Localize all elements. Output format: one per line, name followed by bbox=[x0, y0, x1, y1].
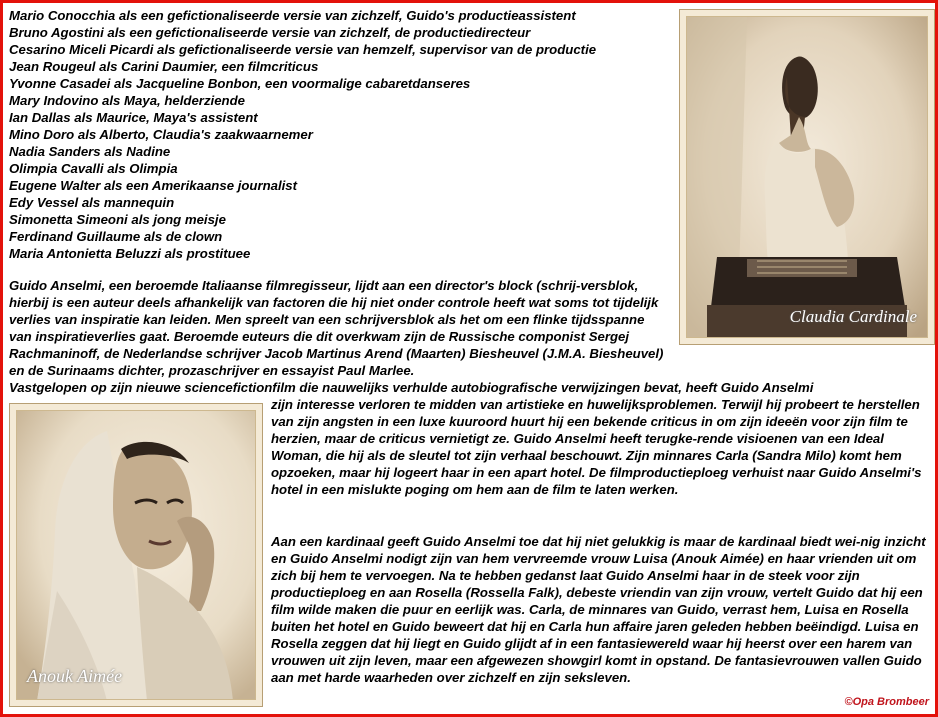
photo-image bbox=[686, 16, 928, 338]
plot-paragraph-3: Aan een kardinaal geeft Guido Anselmi toe dat hij niet gelukkig is maar de kardinaal biedt wei-nig inzicht en Guido Anselmi nodigt zijn van hem vervreemde vrouw Luisa (Anouk Aimée) en haar vrienden uit om zich bij hem te vervoegen. Na te hebben gedanst laat Guido Anselmi haar in de steek voor zijn productieploeg en aan Rosella (Rossella Falk), debeste vriendin van zijn vrouw, vertelt Guido dat hij een film wilde maken die puur en eerlijk was. Carla, de minnares van Guido, verrast hem, Luisa en Rosella buiten het hotel en Guido beweert dat hij en Carla hun affaire jaren geleden hebben beëindigd. Luisa en Rosella zeggen dat hij liegt en Guido glijdt af in een fantasiewereld waar hij heerst over een harem van vrouwen uit zijn leven, maar een afgewezen showgirl komt in opstand. De fantasievrouwen vallen Guido aan met harde waarheden over zichzelf en zijn seksleven. bbox=[271, 534, 926, 685]
cast-list bbox=[9, 7, 596, 262]
cast-line: Cesarino Miceli Picardi als gefictionaliseerde versie van hemzelf, supervisor van de productie bbox=[9, 42, 597, 57]
cast-line: Nadia Sanders als Nadine bbox=[9, 144, 171, 159]
plot-paragraph-2: zijn interesse verloren te midden van artistieke en huwelijksproblemen. Terwijl hij probeert te herstellen van zijn angsten in een luxe kuuroord huurt hij een bekende criticus in om zijn ideeën voor zijn film te herzien, maar de criticus vernietigt ze. Guido Anselmi heeft terugke-rende visioenen van een Ideal Woman, die hij als de sleutel tot zijn verhaal beschouwt. Zijn minnares Carla (Sandra Milo) komt hem opzoeken, maar hij logeert haar in een apart hotel. De filmproductieploeg verhuist naar Guido Anselmi's hotel in een mislukte poging om hem aan de film te laten werken. bbox=[271, 397, 922, 497]
cast-line: Edy Vessel als mannequin bbox=[9, 195, 175, 210]
cast-line: Ian Dallas als Maurice, Maya's assistent bbox=[9, 110, 258, 125]
cast-line: Mino Doro als Alberto, Claudia's zaakwaarnemer bbox=[9, 127, 313, 142]
claudia-cardinale-photo-icon bbox=[687, 17, 928, 338]
plot-paragraph-1: Guido Anselmi, een beroemde Italiaanse filmregisseur, lijdt aan een director's block (schrij-versblok, hierbij is een auteur deels afhankelijk van factoren die hij niet onder controle heeft wat soms tot tijdelijk verlies van inspiratie kan leiden. Men spreelt van een schrijversblok als het om een flinke tijdsspanne van inspiratieverlies gaat. Beroemde euteurs die dit overkwam zijn de Russische componist Sergej Rachmaninoff, de Nederlandse schrijver Jacob Martinus Arend (Maarten) Biesheuvel (J.M.A. Biesheuvel) en de Surinaams dichter, prozaschrijver en essayist Paul Marlee. bbox=[9, 278, 664, 378]
photo-image bbox=[16, 410, 256, 700]
photo-caption: Claudia Cardinale bbox=[789, 307, 917, 326]
cast-line: Olimpia Cavalli als Olimpia bbox=[9, 161, 178, 176]
copyright-label: ©Opa Brombeer bbox=[844, 696, 929, 708]
cast-line: Maria Antonietta Beluzzi als prostituee bbox=[9, 246, 251, 261]
photo-anouk-aimee bbox=[9, 403, 263, 707]
anouk-aimee-photo-icon bbox=[17, 411, 256, 700]
photo-caption: Anouk Aimée bbox=[27, 666, 123, 686]
cast-line: Simonetta Simeoni als jong meisje bbox=[9, 212, 226, 227]
cast-line: Jean Rougeul als Carini Daumier, een filmcriticus bbox=[9, 59, 319, 74]
cast-line: Mario Conocchia als een gefictionaliseerde versie van zichzelf, Guido's productieassistent bbox=[9, 8, 576, 23]
cast-line: Bruno Agostini als een gefictionaliseerde versie van zichzelf, de productiedirecteur bbox=[9, 25, 531, 40]
cast-line: Yvonne Casadei als Jacqueline Bonbon, een voormalige cabaretdanseres bbox=[9, 76, 471, 91]
cast-line: Ferdinand Guillaume als de clown bbox=[9, 229, 223, 244]
photo-claudia-cardinale bbox=[679, 9, 935, 345]
cast-line: Mary Indovino als Maya, helderziende bbox=[9, 93, 245, 108]
plot-paragraph-1-tail: Vastgelopen op zijn nieuwe sciencefictionfilm die nauwelijks verhulde autobiografische verwijzingen bevat, heeft Guido Anselmi bbox=[9, 380, 814, 395]
cast-line: Eugene Walter als een Amerikaanse journalist bbox=[9, 178, 298, 193]
